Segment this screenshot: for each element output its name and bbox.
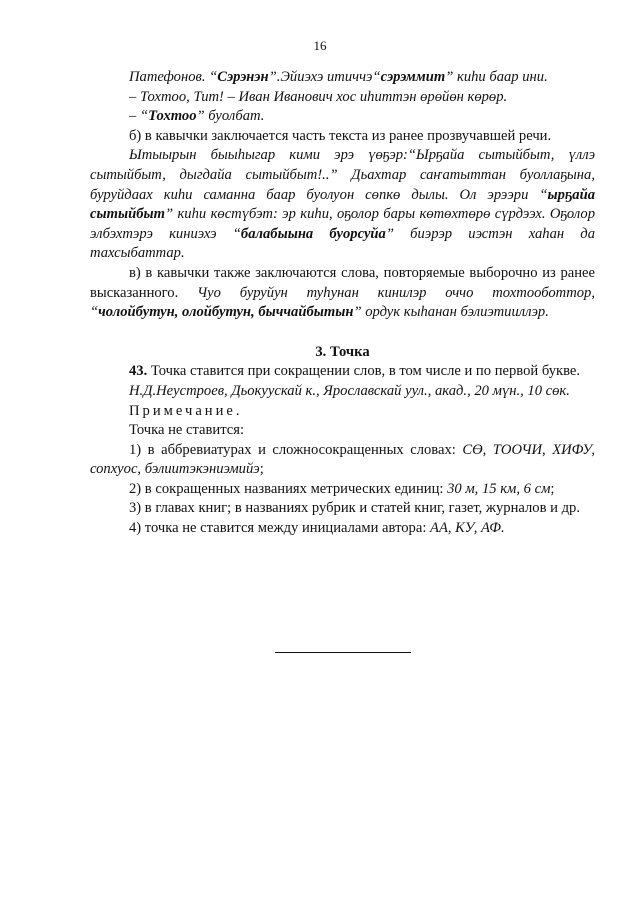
text-run: в) в кавычки также заключаются слова, повторяемые выборочно из ранее высказанного. (90, 264, 595, 301)
list-item-3: 3) в главах книг; в названиях рубрик и статей книг, газет, журналов и др. (129, 500, 580, 517)
text-run: 4) точка не ставится между инициалами автора: (129, 520, 431, 537)
emphasis-run: сэрэммит (380, 69, 446, 85)
example-run: Чуо буруйун туһунан кинилэр оччо тохтооботтор, “ (90, 284, 595, 321)
list-item-1 (90, 441, 595, 480)
page-content (90, 68, 595, 539)
not-placed-intro: Точка не ставится: (129, 422, 245, 439)
text-run: 2) в сокращенных названиях метрических единиц: (129, 480, 448, 497)
text-run: – “ (129, 108, 149, 125)
text-run: ” биэрэр иэстэн хаһан да тахсыбаттар. (90, 225, 595, 262)
rule-number: 43. (129, 363, 148, 380)
example-run: ” ордук кыһанан бэлиэтииллэр. (353, 304, 549, 321)
text-run: Патефонов. “ (129, 69, 218, 85)
text-run: ” киһи баар ини. (445, 69, 548, 85)
example-run: 30 м, 15 км, 6 см (447, 480, 551, 497)
emphasis-run: Тохтоо (148, 108, 197, 125)
rule-b-intro: б) в кавычки заключается часть текста из ранее прозвучавшей речи. (129, 127, 552, 144)
page-number: 16 (313, 38, 327, 53)
text-run: ; (550, 480, 555, 497)
text-run: 1) в аббревиатурах и сложносокращенных словах: (129, 441, 463, 458)
text-run: ” буолбат. (196, 108, 265, 125)
rule-43-example: Н.Д.Неустроев, Дьокуускай к., Ярославскай уул., акад., 20 мүн., 10 сөк. (129, 382, 570, 399)
rule-b-example (90, 146, 595, 264)
text-run: Ытыырын быыһыгар кими эрэ үөҕэр:“Ырҕайа сытыйбыт, үллэ сытыйбыт, дыгдайа сытыйбыт!..” Дьахтар саҥатыттан буоллаҕына, буруйдаах киһи саманна баар буолуон сөпкө дылы. Ол эрээри “ (90, 147, 595, 203)
section-heading: 3. Точка (315, 343, 370, 360)
list-item-2 (90, 480, 595, 500)
example-run: СӨ, ТООЧИ, ХИФУ, сопхуос, бэлиитэкэниэмийэ (90, 441, 595, 478)
text-run: Точка ставится при сокращении слов, в том числе и по первой букве. (147, 363, 581, 380)
text-run: ”.Эйиэхэ итиччэ“ (268, 69, 381, 85)
example-line-2: – Тохтоо, Тит! – Иван Иванович хос иһиттэн өрөйөн көрөр. (129, 88, 508, 105)
emphasis-run: Сэрэнэн (217, 69, 269, 85)
footer-separator-line (275, 652, 411, 653)
example-line-1 (90, 68, 595, 88)
rule-v (90, 264, 595, 323)
text-run: ; (259, 461, 264, 478)
emphasis-run: ырҕайа сытыйбыт (90, 186, 595, 223)
rule-43 (90, 362, 595, 382)
emphasis-run: чолойбутун, олойбутун, быччайбытын (98, 304, 354, 321)
emphasis-run: балабыына буорсуйа (240, 225, 386, 242)
note-label: Примечание. (129, 402, 243, 419)
text-run: ” киһи көстүбэт: эр киһи, оҕолор бары көтөхтөрө сүрдээх. Оҕолор элбэхтэрэ киниэхэ “ (90, 206, 595, 242)
example-run: АА, КУ, АФ. (430, 520, 505, 537)
list-item-4 (90, 519, 595, 539)
example-line-3 (90, 107, 595, 127)
